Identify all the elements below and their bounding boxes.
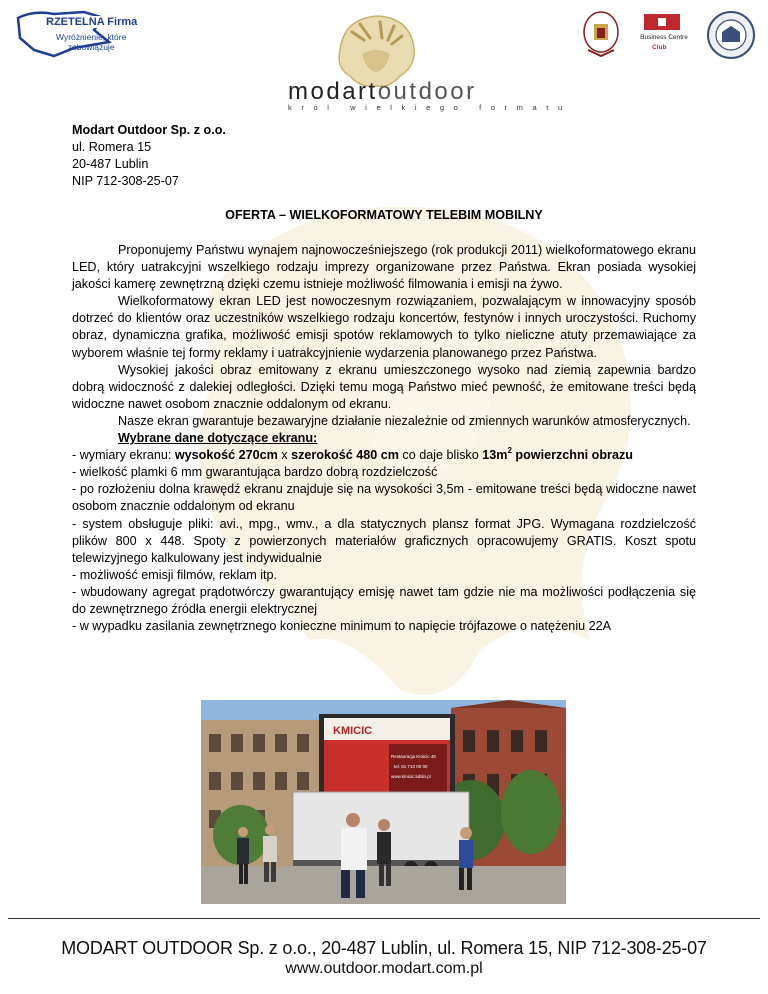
brand-light: outdoor (377, 78, 477, 105)
spec-area-value: 13m (482, 448, 508, 463)
spec-area-sup: 2 (507, 446, 512, 456)
footer-website: www.outdoor.modart.com.pl (285, 960, 483, 977)
round-seal-icon (706, 10, 756, 60)
spec-item: - możliwość emisji filmów, reklam itp. (72, 567, 278, 582)
offer-title: OFERTA – WIELKOFORMATOWY TELEBIM MOBILNY (225, 208, 543, 222)
brand-bold: modart (288, 78, 378, 105)
spec-dimensions (72, 447, 696, 464)
screen-brand: KMICIC (333, 725, 373, 737)
badge-subtitle (56, 32, 126, 52)
badge-title: RZETELNA Firma (46, 16, 138, 28)
brand-name (288, 78, 477, 106)
spec-middle: co daje blisko (398, 448, 483, 463)
spec-width: szerokość 480 cm (291, 448, 399, 463)
badge-subtitle-line-2: zobowiązuje (67, 42, 115, 52)
screen-line-2: tel. 81 710 00 00 (394, 764, 428, 769)
specs-heading: Wybrane dane dotyczące ekranu: (118, 431, 318, 446)
brand-tagline: król wielkiego formatu (288, 103, 572, 112)
company-name: Modart Outdoor Sp. z o.o. (72, 123, 226, 137)
paragraph-1: Proponujemy Państwu wynajem najnowocześniejszego (rok produkcji 2011) wielkoformatowego ekranu LED, który uatrakcyjni wszelkiego rodzaju imprezy organizowane przez Państwa. Ekran posiada wysokiej jakości kamerę zewnętrzną dzięki czemu istnieje możliwość filmowania i emisji na żywo. (72, 243, 696, 292)
footer-divider (8, 918, 760, 919)
spec-item: - wielkość plamki 6 mm gwarantująca bardzo dobrą rozdzielczość (72, 465, 438, 480)
crest-icon (582, 10, 620, 58)
footer-company-line: MODART OUTDOOR Sp. z o.o., 20-487 Lublin, ul. Romera 15, NIP 712-308-25-07 (61, 938, 707, 958)
bcc-name: Business Centre (640, 34, 688, 41)
paragraph-4: Nasze ekran gwarantuje bezawaryjne działanie niezależnie od zmiennych warunków atmosferycznych. (118, 413, 691, 428)
paragraph-2: Wielkoformatowy ekran LED jest nowoczesnym rozwiązaniem, pozwalającym w innowacyjny sposób dotrzeć do klientów oraz uczestników wszelkiego rodzaju koncertów, festynów i innych uroczystości. Ruchomy obraz, dynamiczna grafika, możliwość emisji spotów reklamowych to tylko nieliczne atuty przemawiające za wyborem właśnie tej formy reklamy i uatrakcyjnienie wydarzenia planowanego przez Państwa. (72, 294, 696, 360)
badge-subtitle-line-1: Wyróżnienie, które (56, 32, 127, 42)
nip: NIP 712-308-25-07 (72, 174, 179, 189)
screen-line-1: Restauracja Kmicic 48 (391, 754, 436, 759)
spec-dim-prefix: - wymiary ekranu: (72, 448, 175, 463)
spec-item: - system obsługuje pliki: avi., mpg., wmv., a dla statycznych plansz format JPG. Wymagana rozdzielczość plików 800 x 448. Spoty z powierzonych materiałów graficznych opracowujemy GRATIS. Koszt spotu telewizyjnego kalkulowany jest indywidualnie (72, 516, 696, 565)
spec-x: x (277, 448, 292, 463)
spec-area-suffix: powierzchni obrazu (511, 448, 633, 463)
spec-item: - po rozłożeniu dolna krawędź ekranu znajduje się na wysokości 3,5m - emitowane treści będą widoczne nawet osobom znacznie oddalonym od ekranu (72, 482, 696, 514)
spec-item: - w wypadku zasilania zewnętrznego konieczne minimum to napięcie trójfazowe o natężeniu 22A (72, 619, 612, 634)
spec-item: - wbudowany agregat prądotwórczy gwarantujący emisję nawet tam gdzie nie ma możliwości podłączenia się do zewnętrznego źródła energii elektrycznej (72, 584, 696, 616)
company-address (72, 122, 226, 190)
offer-body (72, 242, 696, 635)
bcc-club: Club (652, 44, 667, 51)
screen-line-3: www.kmicic.lublin.pl (391, 774, 431, 779)
spec-height: wysokość 270cm (174, 448, 278, 463)
spec-area (482, 448, 633, 462)
telebim-photo (201, 700, 566, 904)
paragraph-3: Wysokiej jakości obraz emitowany z ekranu umieszczonego wysoko nad ziemią zapewnia bardzo dobrą widoczność z dalekiej odległości. Dzięki temu mogą Państwo mieć pewność, że emitowane treści będą widoczne nawet osobom znacznie oddalonym od ekranu. (72, 362, 696, 411)
city: 20-487 Lublin (72, 157, 149, 172)
street: ul. Romera 15 (72, 140, 152, 155)
